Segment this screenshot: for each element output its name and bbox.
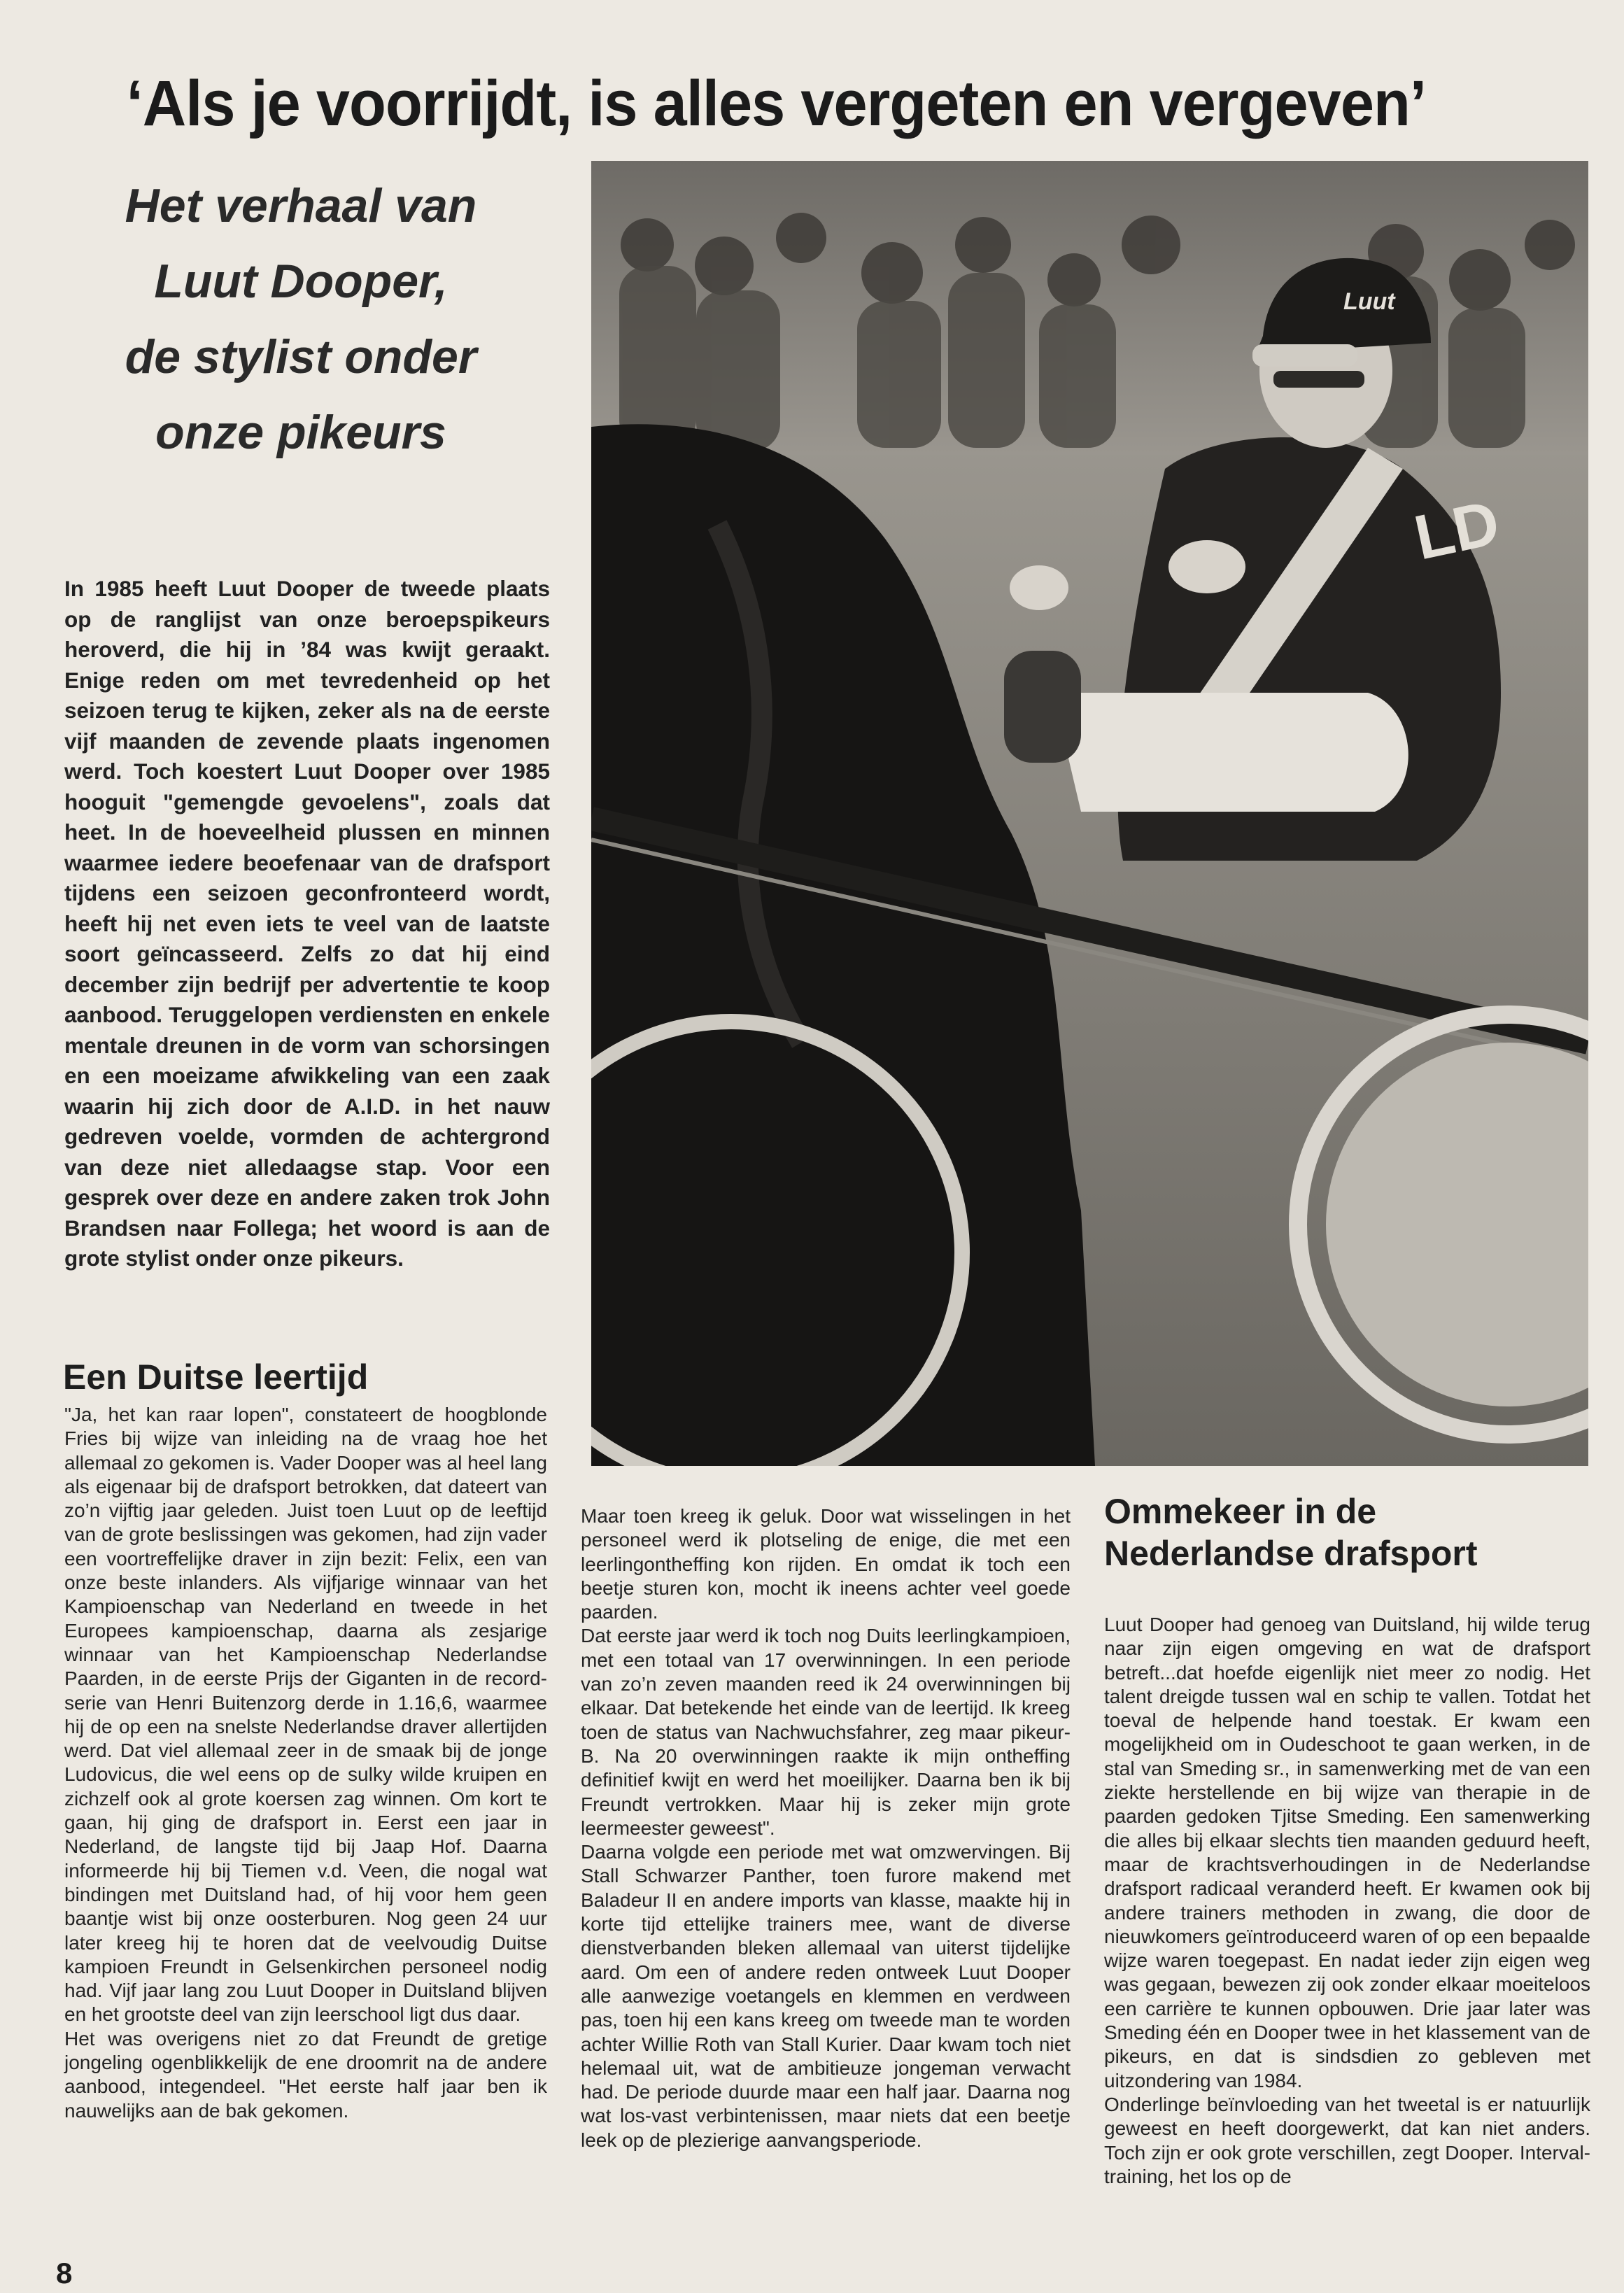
subtitle-line: Het verhaal van — [125, 179, 477, 232]
paragraph: Dat eerste jaar werd ik toch nog Duits leerlingkampioen, met een totaal van 17 overwinningen. In een periode van zo’n zeven maanden reed ik 24 overwinningen bij elkaar. Dat betekende het einde van de leertijd. Ik kreeg toen de status van Nachwuchsfahrer, zeg maar pikeur-B. Na 20 overwinningen raakte ik mijn ontheffing definitief kwijt en werd het moeilijker. Daarna ben ik bij Freundt vertrokken. Maar hij is zeker mijn grote leermeester geweest". — [581, 1625, 1071, 1839]
section-heading-ommekeer: Ommekeer in de Nederlandse drafsport — [1104, 1492, 1478, 1573]
paragraph: "Ja, het kan raar lopen", constateert de hoogblonde Fries bij wijze van inleiding na de vraag hoe het allemaal zo gekomen is. Vader Dooper was al heel lang als eigenaar bij de drafsport betrokken, dat dateert van zo’n vijftig jaar geleden. Juist toen Luut op de leeftijd van de grote beslissingen was gekomen, had zijn vader een voortreffelijke draver in zijn bezit: Felix, een van onze beste inlanders. Als vijfjarige winnaar van het Kampioenschap van Nederland en tweede in het Europees kampioenschap, daarna als zesjarige winnaar van het Kampioenschap Nederlandse Paarden, in de eerste Prijs der Giganten in de record-serie van Henri Buitenzorg derde in 1.16,6, waarmee hij de op een na snelste Nederlandse draver allertijden werd. Dat viel allemaal zeer in de smaak bij de jonge Ludovicus, die wel eens op de sulky wilde kruipen en zichzelf ook al grote koersen zag winnen. Om kort te gaan, hij ging de drafsport in. Eerst een jaar in Nederland, de langste tijd bij Jaap Hof. Daarna informeerde hij bij Tiemen v.d. Veen, die nogal wat bindingen met Duitsland had, of hij voor hem geen baantje wist bij onze oosterburen. Nog geen 24 uur later kreeg hij te horen dat de veelvoudig Duitse kampioen Freundt in Gelsenkirchen personeel nodig had. Vijf jaar lang zou Luut Dooper in Duitsland blijven en het grootste deel van zijn leerschool ligt dus daar. — [64, 1404, 547, 2026]
page-number: 8 — [56, 2257, 73, 2290]
subtitle-line: Luut Dooper, — [154, 255, 448, 308]
article-column-1 — [64, 1403, 547, 2123]
subtitle-line: de stylist onder — [125, 330, 477, 383]
jacket-text: LD — [1408, 487, 1506, 574]
paragraph: Maar toen kreeg ik geluk. Door wat wisselingen in het personeel werd ik plotseling de enige, die met een leerlingontheffing kon rijden. En omdat ik toch een beetje sturen kon, mocht ik ineens achter veel goede paarden. — [581, 1505, 1071, 1623]
headline: ‘Als je voorrijdt, is alles vergeten en vergeven’ — [126, 68, 1426, 139]
section-heading-duitse-leertijd: Een Duitse leertijd — [63, 1357, 369, 1397]
article-column-3 — [1104, 1613, 1590, 2189]
subtitle-line: onze pikeurs — [155, 406, 446, 459]
harness-racing-photo — [591, 161, 1588, 1466]
paragraph: Het was overigens niet zo dat Freundt de gretige jongeling ogenblikkelijk de ene droomrit na de andere aanbood, integendeel. "Het eerste half jaar ben ik nauwelijks aan de bak gekomen. — [64, 2027, 547, 2122]
paragraph: Onderlinge beïnvloeding van het tweetal is er natuurlijk geweest en heeft doorgewerkt, dat kan niet anders. Toch zijn er ook grote verschillen, zegt Dooper. Interval-training, het los op de — [1104, 2093, 1590, 2187]
helmet-text: Luut — [1343, 288, 1395, 315]
paragraph: Daarna volgde een periode met wat omzwervingen. Bij Stall Schwarzer Panther, toen furore makend met Baladeur II en andere imports van klasse, maakte hij in korte tijd ettelijke trainers mee, want de diverse dienstverbanden bleken allemaal van uiterst tijdelijke aard. Om een of andere reden ontweek Luut Dooper alle aanwezige voetangels en klemmen en verdween pas, toen hij een kans kreeg om tweede man te worden achter Willie Roth van Stall Kurier. Daar kwam toch niet helemaal uit, wat de ambitieuze jongeman verwacht had. De periode duurde maar een half jaar. Daarna nog wat los-vast verbintenissen, maar niets dat een beetje leek op de plezierige aanvangsperiode. — [581, 1841, 1071, 2151]
intro-paragraph: In 1985 heeft Luut Dooper de tweede plaats op de ranglijst van onze beroepspikeurs heroverd, die hij in ’84 was kwijt geraakt. Enige reden om met tevredenheid op het seizoen terug te kijken, zeker als na de eerste vijf maanden de zevende plaats ingenomen werd. Toch koestert Luut Dooper over 1985 hooguit "gemengde gevoelens", zoals dat heet. In de hoeveelheid plussen en minnen waarmee iedere beoefenaar van de drafsport tijdens een seizoen geconfronteerd wordt, heeft hij net even iets te veel van de laatste soort geïncasseerd. Zelfs zo dat hij eind december zijn bedrijf per advertentie te koop aanbood. Teruggelopen verdiensten en enkele mentale dreunen in de vorm van schorsingen en een moeizame afwikkeling van een zaak waarin hij zich door de A.I.D. in het nauw gedreven voelde, vormden de achtergrond van deze niet alledaagse stap. Voor een gesprek over deze en andere zaken trok John Brandsen naar Follega; het woord is aan de grote stylist onder onze pikeurs. — [64, 576, 550, 1271]
subtitle — [49, 168, 553, 470]
article-column-2 — [581, 1504, 1071, 2152]
paragraph: Luut Dooper had genoeg van Duitsland, hij wilde terug naar zijn eigen omgeving en wat de drafsport betreft...dat hoefde eigenlijk niet meer zo nodig. Het talent dreigde tussen wal en schip te vallen. Totdat het toeval de helpende hand toestak. Er kwam een mogelijkheid om in Oudeschoot te gaan werken, in de stal van Smeding sr., in samenwerking met de van een ziekte herstellende en bij wijze van therapie in de paarden gedoken Tjitse Smeding. Een samenwerking die alles bij elkaar slechts tien maanden geduurd heeft, maar de krachtsverhoudingen in de Nederlandse drafsport radicaal veranderd heeft. Er kwamen ook bij andere trainers methoden in zwang, die door de nieuwkomers geïntroduceerd waren of op een bepaalde wijze waren toegepast. En nadat ieder zijn eigen weg was gegaan, bewezen zij ook zonder elkaar moeiteloos een carrière te kunnen opbouwen. Drie jaar later was Smeding één en Dooper twee in het klassement van de pikeurs, en dat is sindsdien zo gebleven met uitzondering van 1984. — [1104, 1614, 1590, 2091]
